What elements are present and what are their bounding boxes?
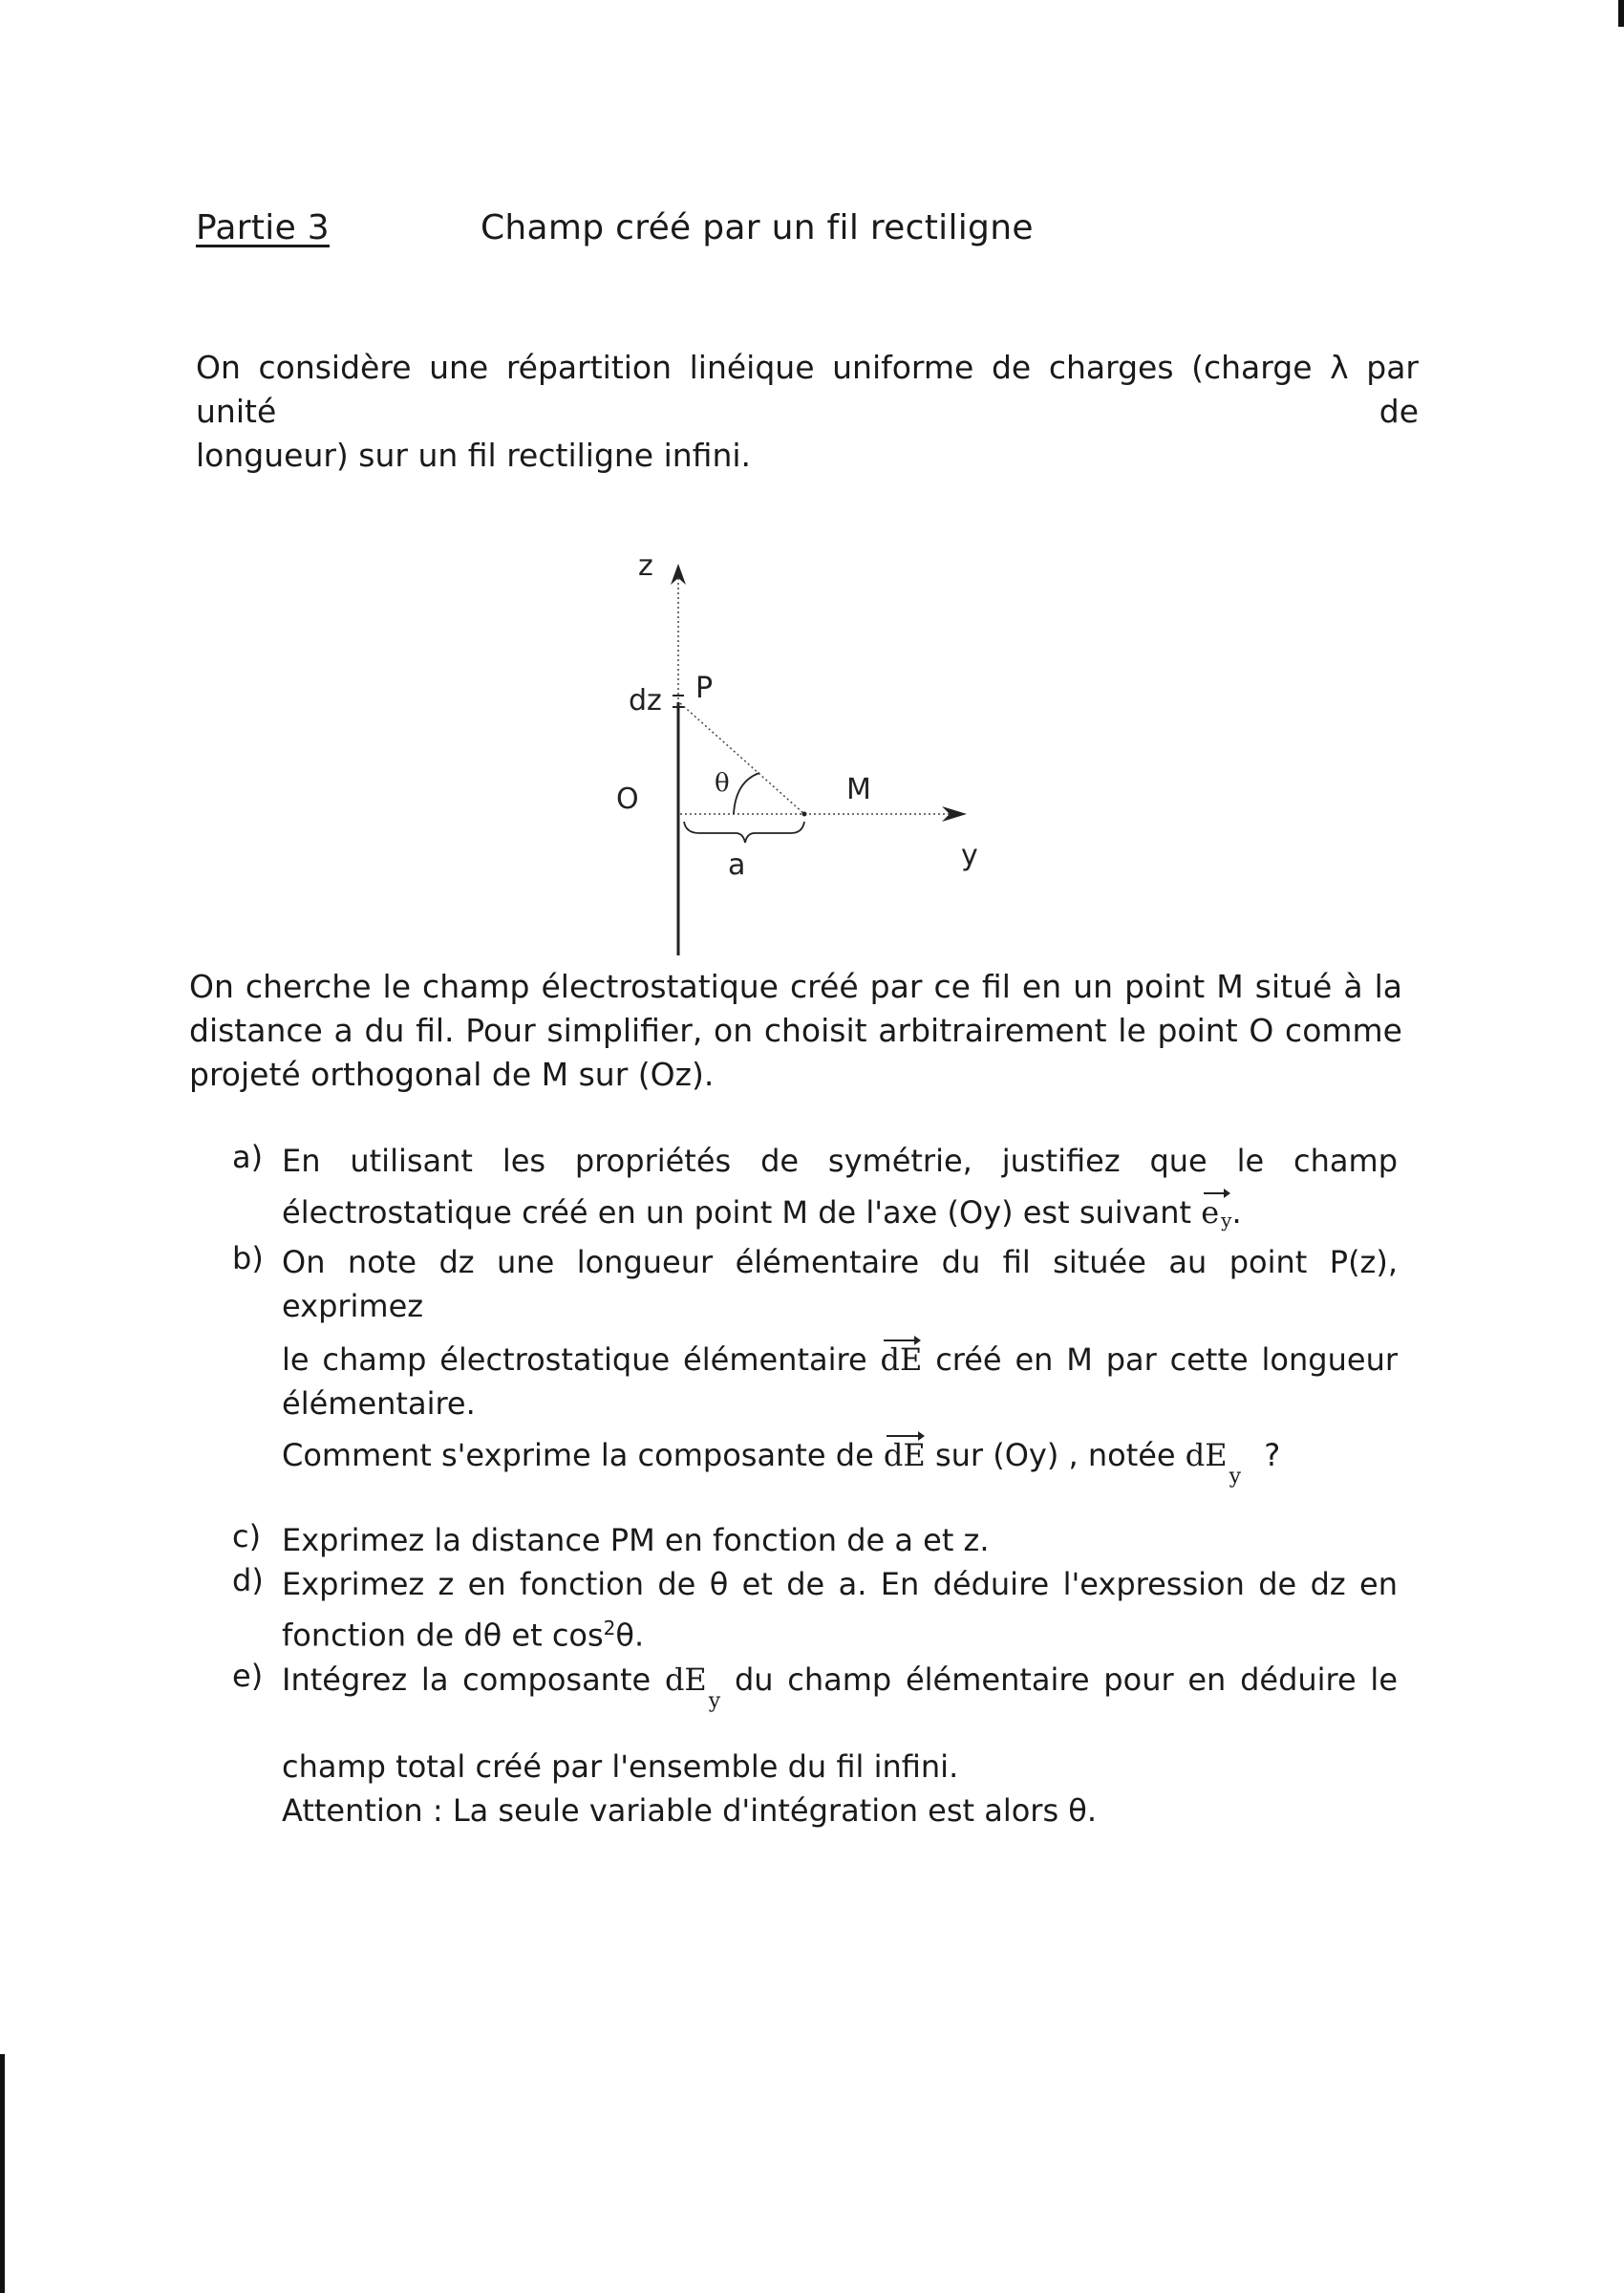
vector-dE-2: dE	[884, 1433, 926, 1477]
question-d	[232, 1562, 1398, 1658]
question-c	[232, 1518, 1398, 1562]
dz-label: dz	[629, 684, 662, 718]
description-line-1: On cherche le champ électrostatique créé par ce fil en un point M situé à la	[189, 968, 1402, 1005]
wire-field-diagram	[592, 535, 1013, 994]
question-d-text: fonction de dθ et cos	[282, 1617, 604, 1654]
question-e-line-3: Attention : La seule variable d'intégration est alors θ.	[282, 1791, 1098, 1829]
question-b-line-4	[282, 1433, 1398, 1499]
question-label: a)	[232, 1139, 264, 1175]
question-label: e)	[232, 1657, 264, 1694]
z-axis-arrow-icon	[671, 564, 686, 585]
vector-dE: dE	[881, 1338, 923, 1382]
question-c-line-1: Exprimez la distance PM en fonction de a et z.	[282, 1522, 990, 1558]
question-b-text-end: créé en M par cette longueur	[935, 1341, 1399, 1378]
question-b-text: le champ électrostatique élémentaire	[282, 1341, 867, 1378]
question-d-line-2	[282, 1606, 1398, 1658]
question-e-line-2: champ total créé par l'ensemble du fil infini.	[282, 1747, 959, 1785]
question-e	[232, 1658, 1398, 1832]
scan-edge-mark-left	[0, 2054, 5, 2293]
description-line-2: distance a du fil. Pour simplifier, on choisit arbitrairement le point O comme	[189, 1012, 1402, 1049]
question-b-line-3: élémentaire.	[282, 1385, 476, 1422]
description-line-3: projeté orthogonal de M sur (Oz).	[189, 1056, 715, 1093]
point-p-label: P	[695, 672, 714, 705]
question-a	[232, 1139, 1398, 1236]
question-d-text-end: θ.	[615, 1617, 645, 1654]
math-subscript-y: y	[708, 1688, 721, 1713]
question-a-line-1: En utilisant les propriétés de symétrie, justifiez que le champ	[282, 1143, 1398, 1179]
question-mark: ?	[1264, 1437, 1281, 1473]
question-a-line-2	[282, 1190, 1398, 1242]
description-paragraph	[189, 965, 1402, 1097]
math-subscript-y: y	[1229, 1465, 1242, 1489]
exponent: 2	[603, 1617, 616, 1639]
component-dEy	[1185, 1437, 1242, 1489]
intro-line-2: longueur) sur un fil rectiligne infini.	[196, 437, 752, 474]
vector-subscript: y	[1221, 1209, 1232, 1232]
component-dEy-2	[664, 1661, 721, 1713]
y-axis-arrow-icon	[942, 806, 967, 822]
question-a-text: électrostatique créé en un point M de l'axe (Oy) est suivant	[282, 1194, 1192, 1231]
section-title: Champ créé par un fil rectiligne	[481, 208, 1034, 247]
question-e-text-end: du champ élémentaire pour en déduire le	[734, 1661, 1399, 1698]
pm-segment	[680, 703, 804, 814]
vector-symbol: e	[1201, 1194, 1220, 1231]
question-e-text: Intégrez la composante	[282, 1661, 652, 1698]
math-dE: dE	[664, 1661, 707, 1698]
point-m-dot	[802, 812, 807, 817]
question-label: d)	[232, 1562, 264, 1598]
question-b-text-4: Comment s'exprime la composante de	[282, 1437, 874, 1473]
origin-o-label: O	[616, 782, 639, 816]
math-dE: dE	[1185, 1437, 1228, 1473]
scan-edge-mark	[1618, 0, 1624, 27]
part-label: Partie 3	[196, 208, 330, 247]
y-axis-label: y	[961, 839, 978, 872]
question-b-line-2	[282, 1338, 1398, 1382]
question-d-line-1: Exprimez z en fonction de θ et de a. En déduire l'expression de dz en	[282, 1566, 1398, 1602]
theta-label: θ	[715, 769, 730, 798]
theta-arc	[734, 773, 759, 814]
question-b-text-5: sur (Oy) , notée	[934, 1437, 1176, 1473]
point-m-label: M	[846, 773, 871, 806]
intro-paragraph	[196, 346, 1419, 478]
question-label: c)	[232, 1518, 262, 1554]
question-b	[232, 1240, 1398, 1499]
question-e-line-1	[282, 1658, 1398, 1724]
diagram-svg	[592, 535, 1013, 994]
distance-a-label: a	[728, 848, 746, 882]
distance-a-brace	[684, 822, 804, 843]
question-label: b)	[232, 1240, 264, 1276]
question-b-line-1: On note dz une longueur élémentaire du fil située au point P(z), exprimez	[282, 1244, 1398, 1324]
z-axis-label: z	[638, 549, 653, 583]
question-a-period: .	[1231, 1194, 1242, 1231]
question-list	[232, 1139, 1398, 1832]
intro-line-1: On considère une répartition linéique uniforme de charges (charge λ par unité de	[196, 349, 1419, 430]
unit-vector-ey	[1201, 1190, 1231, 1242]
